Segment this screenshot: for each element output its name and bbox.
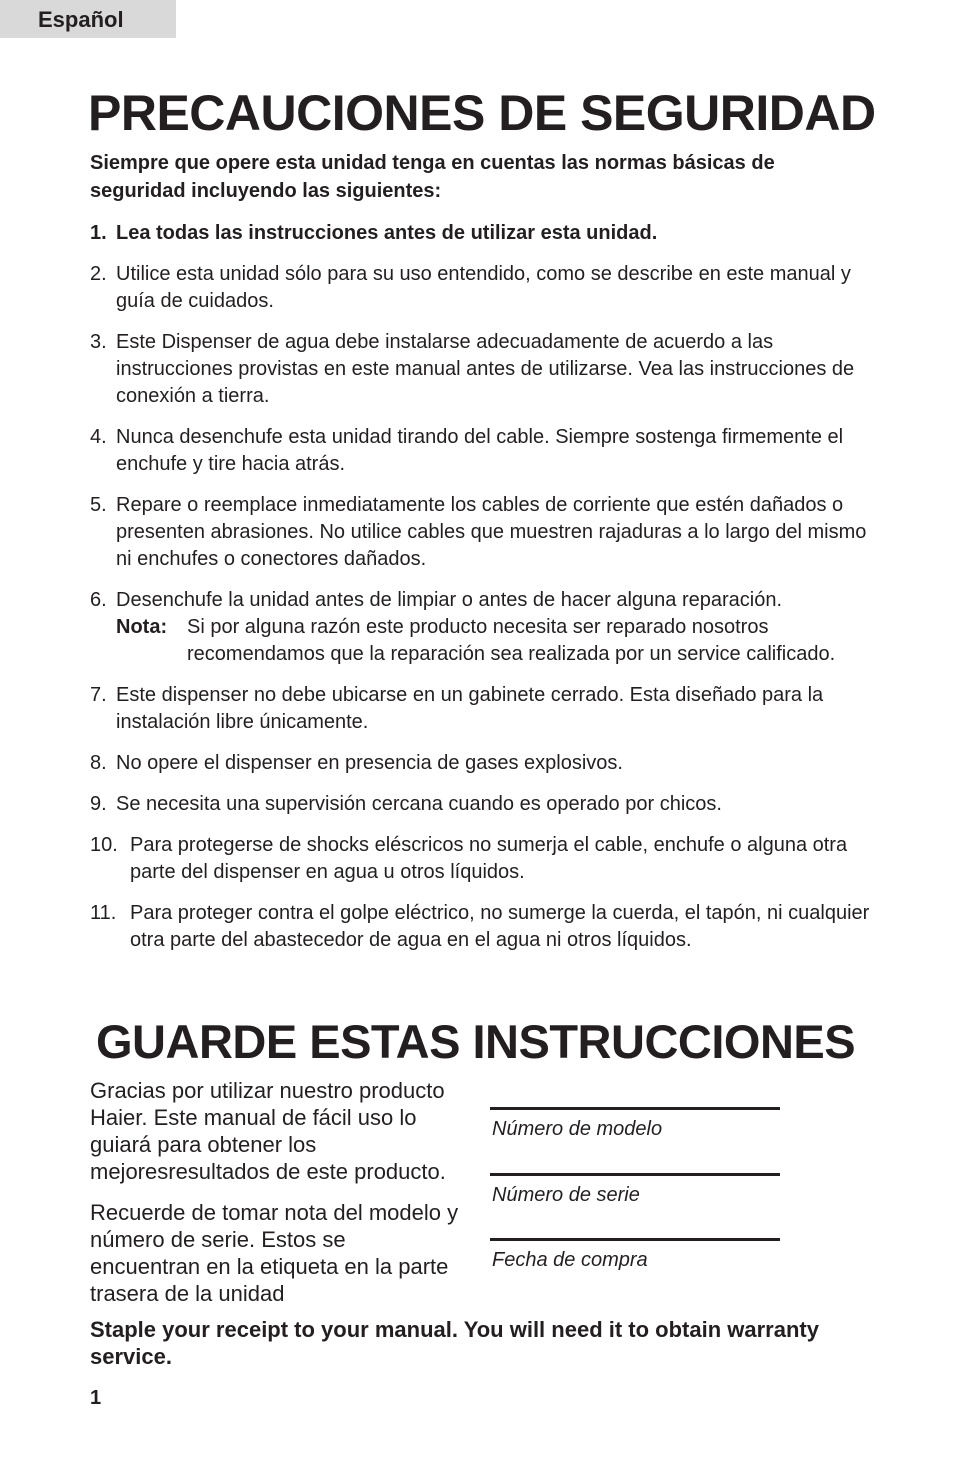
item-text: Este Dispenser de agua debe instalarse adecuadamente de acuerdo a las instrucciones provistas en este manual antes de utilizarse. Vea las instrucciones de conexión a tierra. xyxy=(116,331,855,407)
list-item xyxy=(90,791,870,818)
item-number: 7. xyxy=(90,684,107,706)
item-text: No opere el dispenser en presencia de gases explosivos. xyxy=(116,752,623,774)
item-text: Este dispenser no debe ubicarse en un gabinete cerrado. Esta diseñado para la instalación libre únicamente. xyxy=(116,684,824,733)
list-item xyxy=(90,492,870,573)
item-text: Utilice esta unidad sólo para su uso entendido, como se describe en este manual y guía de cuidados. xyxy=(116,263,851,312)
item-number: 10. xyxy=(90,834,118,856)
list-item xyxy=(90,424,870,478)
item-text: Desenchufe la unidad antes de limpiar o antes de hacer alguna reparación. xyxy=(116,589,782,611)
list-item xyxy=(90,587,870,668)
model-number-field: Número de modelo xyxy=(490,1107,780,1141)
item-number: 5. xyxy=(90,494,107,516)
item-number: 4. xyxy=(90,426,107,448)
note-block xyxy=(116,614,870,668)
item-text: Nunca desenchufe esta unidad tirando del cable. Siempre sostenga firmemente el enchufe y tire hacia atrás. xyxy=(116,426,844,475)
item-number: 8. xyxy=(90,752,107,774)
thanks-paragraph: Gracias por utilizar nuestro producto Haier. Este manual de fácil uso lo guiará para obtener los mejoresresultados de este producto. xyxy=(90,1078,446,1184)
list-item xyxy=(90,682,870,736)
page-number: 1 xyxy=(90,1387,102,1409)
item-body xyxy=(116,587,870,668)
item-text: Lea todas las instrucciones antes de utilizar esta unidad. xyxy=(116,222,658,244)
safety-list xyxy=(90,220,870,968)
list-item xyxy=(90,261,870,315)
item-number: 11. xyxy=(90,902,117,924)
item-number: 9. xyxy=(90,793,107,815)
reminder-paragraph: Recuerde de tomar nota del modelo y número de serie. Estos se encuentran en la etiqueta en la parte trasera de la unidad xyxy=(90,1200,459,1306)
note-text: Si por alguna razón este producto necesita ser reparado nosotros recomendamos que la reparación sea realizada por un service calificado. xyxy=(187,616,836,665)
item-number: 6. xyxy=(90,589,107,611)
list-item xyxy=(90,832,870,886)
item-text: Repare o reemplace inmediatamente los cables de corriente que estén dañados o presenten abrasiones. No utilice cables que muestren rajaduras a lo largo del mismo ni enchufes o conectores dañados. xyxy=(116,494,867,570)
page-title: PRECAUCIONES DE SEGURIDAD xyxy=(88,85,876,141)
section-title: GUARDE ESTAS INSTRUCCIONES xyxy=(96,1015,856,1068)
thanks-block xyxy=(90,1077,460,1321)
serial-number-field: Número de serie xyxy=(490,1173,780,1207)
list-item xyxy=(90,329,870,410)
staple-note: Staple your receipt to your manual. You will need it to obtain warranty service. xyxy=(90,1317,819,1369)
item-number: 1. xyxy=(90,222,107,244)
list-item xyxy=(90,220,870,247)
intro-text: Siempre que opere esta unidad tenga en cuentas las normas básicas de seguridad incluyendo las siguientes: xyxy=(90,152,775,202)
item-text: Para proteger contra el golpe eléctrico, no sumerge la cuerda, el tapón, ni cualquier otra parte del abastecedor de agua en el agua ni otros líquidos. xyxy=(130,902,870,951)
note-label: Nota: xyxy=(116,616,168,638)
item-text: Se necesita una supervisión cercana cuando es operado por chicos. xyxy=(116,793,722,815)
purchase-date-field: Fecha de compra xyxy=(490,1238,780,1272)
language-tab: Español xyxy=(0,0,176,38)
list-item xyxy=(90,750,870,777)
list-item xyxy=(90,900,870,954)
item-text: Para protegerse de shocks eléscricos no sumerja el cable, enchufe o alguna otra parte del dispenser en agua u otros líquidos. xyxy=(130,834,848,883)
item-number: 2. xyxy=(90,263,107,285)
item-number: 3. xyxy=(90,331,107,353)
